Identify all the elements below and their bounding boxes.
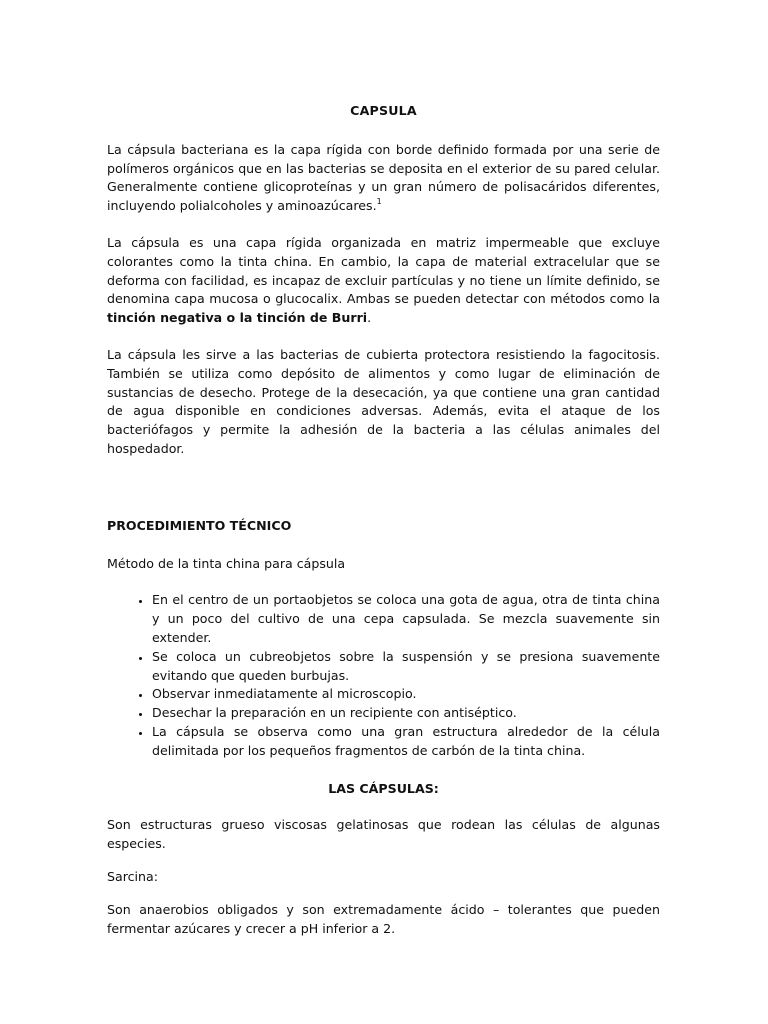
procedure-steps-list: [107, 591, 660, 760]
method-intro: Método de la tinta china para cápsula: [107, 555, 346, 571]
paragraph-capsule-staining: [107, 234, 660, 328]
paragraph-sarcina: Son anaerobios obligados y son extremadamente ácido – tolerantes que pueden fermentar azúcares y crecer a pH inferior a 2.: [107, 901, 660, 936]
footnote-marker: 1: [376, 197, 382, 207]
document-title: CAPSULA: [350, 103, 417, 118]
procedure-step: • La cápsula se observa como una gran estructura alrededor de la célula delimitada por los pequeños fragmentos de carbón de la tinta china.: [152, 723, 660, 761]
procedure-step: • Observar inmediatamente al microscopio.: [152, 685, 660, 704]
paragraph-capsule-definition: [107, 141, 660, 216]
subtitle-capsules: LAS CÁPSULAS:: [328, 780, 439, 796]
sarcina-label: Sarcina:: [107, 868, 158, 884]
document-page: [107, 102, 660, 956]
paragraph-capsule-functions: La cápsula les sirve a las bacterias de cubierta protectora resistiendo la fagocitosis. También se utiliza como depósito de alimentos y como lugar de eliminación de sustancias de desecho. Protege de la desecación, ya que contiene una gran cantidad de agua disponible en condiciones adversas. Además, evita el ataque de los bacteriófagos y permite la adhesión de la bacteria a las células animales del hospedador.: [107, 346, 660, 456]
procedure-step: • En el centro de un portaobjetos se coloca una gota de agua, otra de tinta china y un poco del cultivo de una cepa capsulada. Se mezcla suavemente sin extender.: [152, 591, 660, 647]
procedure-step: • Desechar la preparación en un recipiente con antiséptico.: [152, 704, 660, 723]
section-title-procedure: PROCEDIMIENTO TÉCNICO: [107, 517, 292, 533]
paragraph-capsule-structures: Son estructuras grueso viscosas gelatinosas que rodean las células de algunas especies.: [107, 817, 660, 852]
staining-methods-bold: tinción negativa o la tinción de Burri: [107, 310, 368, 326]
paragraph-capsule-staining-text: La cápsula es una capa rígida organizada en matriz impermeable que excluye colorantes como la tinta china. En cambio, la capa de material extracelular que se deforma con facilidad, es incapaz de excluir partículas y no tiene un límite definido, se denomina capa mucosa o glucocalix. Ambas se pueden detectar con métodos como la: [107, 234, 660, 307]
paragraph-capsule-definition-text: La cápsula bacteriana es la capa rígida con borde definido formada por una serie de polímeros orgánicos que en las bacterias se deposita en el exterior de su pared celular. Generalmente contiene glicoproteínas y un gran número de polisacáridos diferentes, incluyendo polialcoholes y aminoazúcares.: [107, 141, 660, 214]
procedure-step: • Se coloca un cubreobjetos sobre la suspensión y se presiona suavemente evitando que queden burbujas.: [152, 648, 660, 686]
paragraph-capsule-staining-end: .: [367, 310, 372, 326]
